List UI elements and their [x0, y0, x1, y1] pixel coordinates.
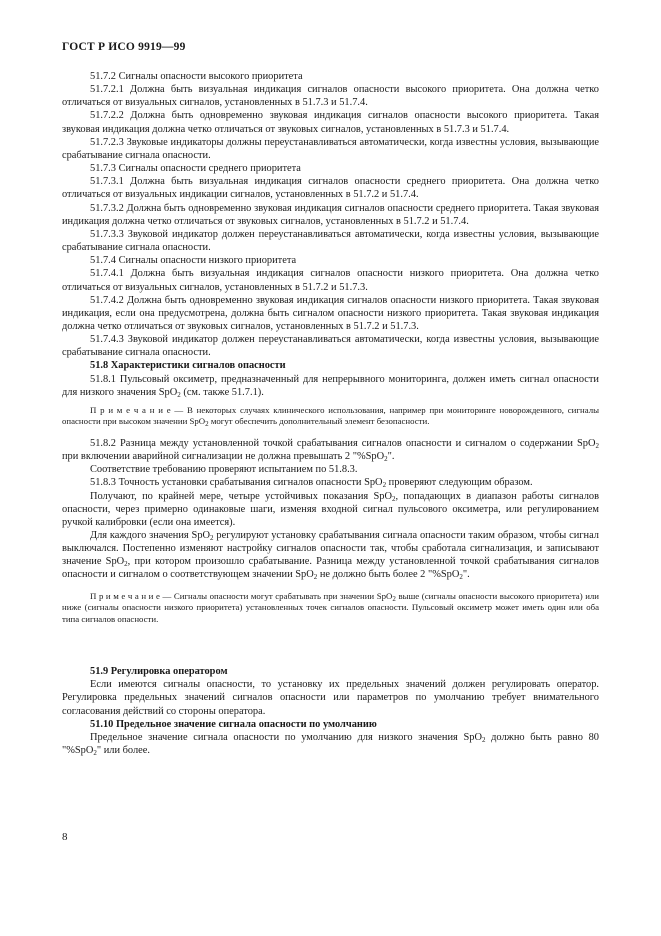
paragraph-51-8-3: 51.8.3 Точность установки срабатывания сигналов опасности SpO$_2$ проверяют следующим образом. — [90, 477, 533, 490]
paragraph-51-9: Если имеются сигналы опасности, то установку их предельных значений должен регулировать оператор. Регулировка предельных значений сигналов опасности или параметров по умолчанию требует внимательного согласования действий со стороны оператора. — [62, 679, 599, 717]
paragraph-51-7-2-1: 51.7.2.1 Должна быть визуальная индикация сигналов опасности высокого приоритета. Она должна четко отличаться от визуальных сигналов, установленных в 51.7.3 и 51.7.4. — [62, 84, 599, 109]
section-heading-51-8: 51.8 Характеристики сигналов опасности — [90, 360, 286, 372]
paragraph-51-8-1: 51.8.1 Пульсовый оксиметр, предназначенный для непрерывного мониторинга, должен иметь сигнал опасности для низкого значения SpO$_2$ (см. также 51.7.1). — [62, 373, 599, 399]
paragraph-51-7-2-3: 51.7.2.3 Звуковые индикаторы должны переустанавливаться автоматически, когда известны условия, вызывающие срабатывание сигнала опасности. — [62, 136, 599, 161]
paragraph-51-7-4-2: 51.7.4.2 Должна быть одновременно звуковая индикация сигналов опасности низкого приоритета. Такая звуковая индикация, если она предусмотрена, должна быть сигналом опасности низкого приоритета. Такая звуковая индикация должна четко отличаться от звуковых сигналов, установленных в 51.7.2 и 51.7.3. — [62, 294, 599, 332]
section-heading-51-7-4: 51.7.4 Сигналы опасности низкого приоритета — [90, 255, 297, 267]
paragraph-each-value: Для каждого значения SpO$_2$ регулируют установку срабатывания сигнала опасности таким образом, чтобы сигнал выключался. Постепенно изменяют настройку сигналов опасности так, чтобы сработала сигнализация, и записывают значение SpO$_2$, при котором произошло срабатывание. Разница между установленной точкой срабатывания сигналов опасности и сигналом о соответствующем значении SpO$_2$ не должно быть более 2 "%SpO$_2$". — [62, 530, 599, 582]
section-heading-51-7-2: 51.7.2 Сигналы опасности высокого приоритета — [90, 71, 303, 82]
paragraph-compliance: Соответствие требованию проверяют испытанием по 51.8.3. — [90, 464, 358, 476]
paragraph-51-7-3-2: 51.7.3.2 Должна быть одновременно звуковая индикация сигналов опасности среднего приоритета. Такая звуковая индикация должна четко отличаться от звуковых сигналов, установленных в 51.7.2 и 51.7.4. — [62, 202, 599, 227]
paragraph-51-7-3-3: 51.7.3.3 Звуковой индикатор должен переустанавливаться автоматически, когда известны условия, вызывающие срабатывание сигнала опасности. — [62, 228, 599, 254]
paragraph-51-7-2-2: 51.7.2.2 Должна быть одновременно звуковая индикация сигналов опасности высокого приоритета. Такая звуковая индикация должна четко отличаться от звуковых сигналов, установленных в 51.7.3 и 51.7.4. — [62, 110, 599, 135]
document-body — [62, 70, 599, 757]
paragraph-51-10: Предельное значение сигнала опасности по умолчанию для низкого значения SpO$_2$ должно быть равно 80 "%SpO$_2$" или более. — [62, 731, 599, 758]
note-2: П р и м е ч а н и е — Сигналы опасности могут срабатывать при значении SpO$_2$ выше (сигналы опасности высокого приоритета) или ниже (сигналы опасности низкого приоритета) установленных точек сигналов опасности. Пульсовый оксиметр может иметь один или оба типа сигналов опасности. — [62, 590, 600, 624]
note-1: П р и м е ч а н и е — В некоторых случаях клинического использования, например при мониторинге новорожденного, сигналы опасности при высоком значении SpO$_2$ могут обеспечить дополнительный элемент безопасности. — [62, 404, 599, 429]
paragraph-51-7-4-3: 51.7.4.3 Звуковой индикатор должен переустанавливаться автоматически, когда известны условия, вызывающие срабатывание сигнала опасности. — [62, 334, 599, 359]
document-header: ГОСТ Р ИСО 9919—99 — [62, 41, 186, 53]
section-heading-51-10: 51.10 Предельное значение сигнала опасности по умолчанию — [90, 718, 377, 730]
paragraph-51-7-4-1: 51.7.4.1 Должна быть визуальная индикация сигналов опасности низкого приоритета. Она должна четко отличаться от визуальных сигналов, установленных в 51.7.2 и 51.7.3. — [62, 268, 599, 293]
paragraph-51-8-2: 51.8.2 Разница между установленной точкой срабатывания сигналов опасности и сигналом о содержании SpO$_2$ при включении аварийной сигнализации не должна превышать 2 "%SpO$_2$". — [62, 437, 599, 464]
paragraph-51-7-3-1: 51.7.3.1 Должна быть визуальная индикация сигналов опасности среднего приоритета. Она должна четко отличаться от визуальных индикации сигналов, установленных в 51.7.2 и 51.7.4. — [62, 176, 599, 201]
page-number: 8 — [62, 831, 68, 843]
section-heading-51-7-3: 51.7.3 Сигналы опасности среднего приоритета — [90, 163, 301, 175]
paragraph-readings: Получают, по крайней мере, четыре устойчивых показания SpO$_2$, попадающих в диапазон работы сигналов опасности, через примерно одинаковые шаги, изменяя входной сигнал пульсового оксиметра, или регулированием ручкой калибровки (если она имеется). — [62, 490, 599, 528]
section-heading-51-9: 51.9 Регулировка оператором — [90, 666, 228, 678]
